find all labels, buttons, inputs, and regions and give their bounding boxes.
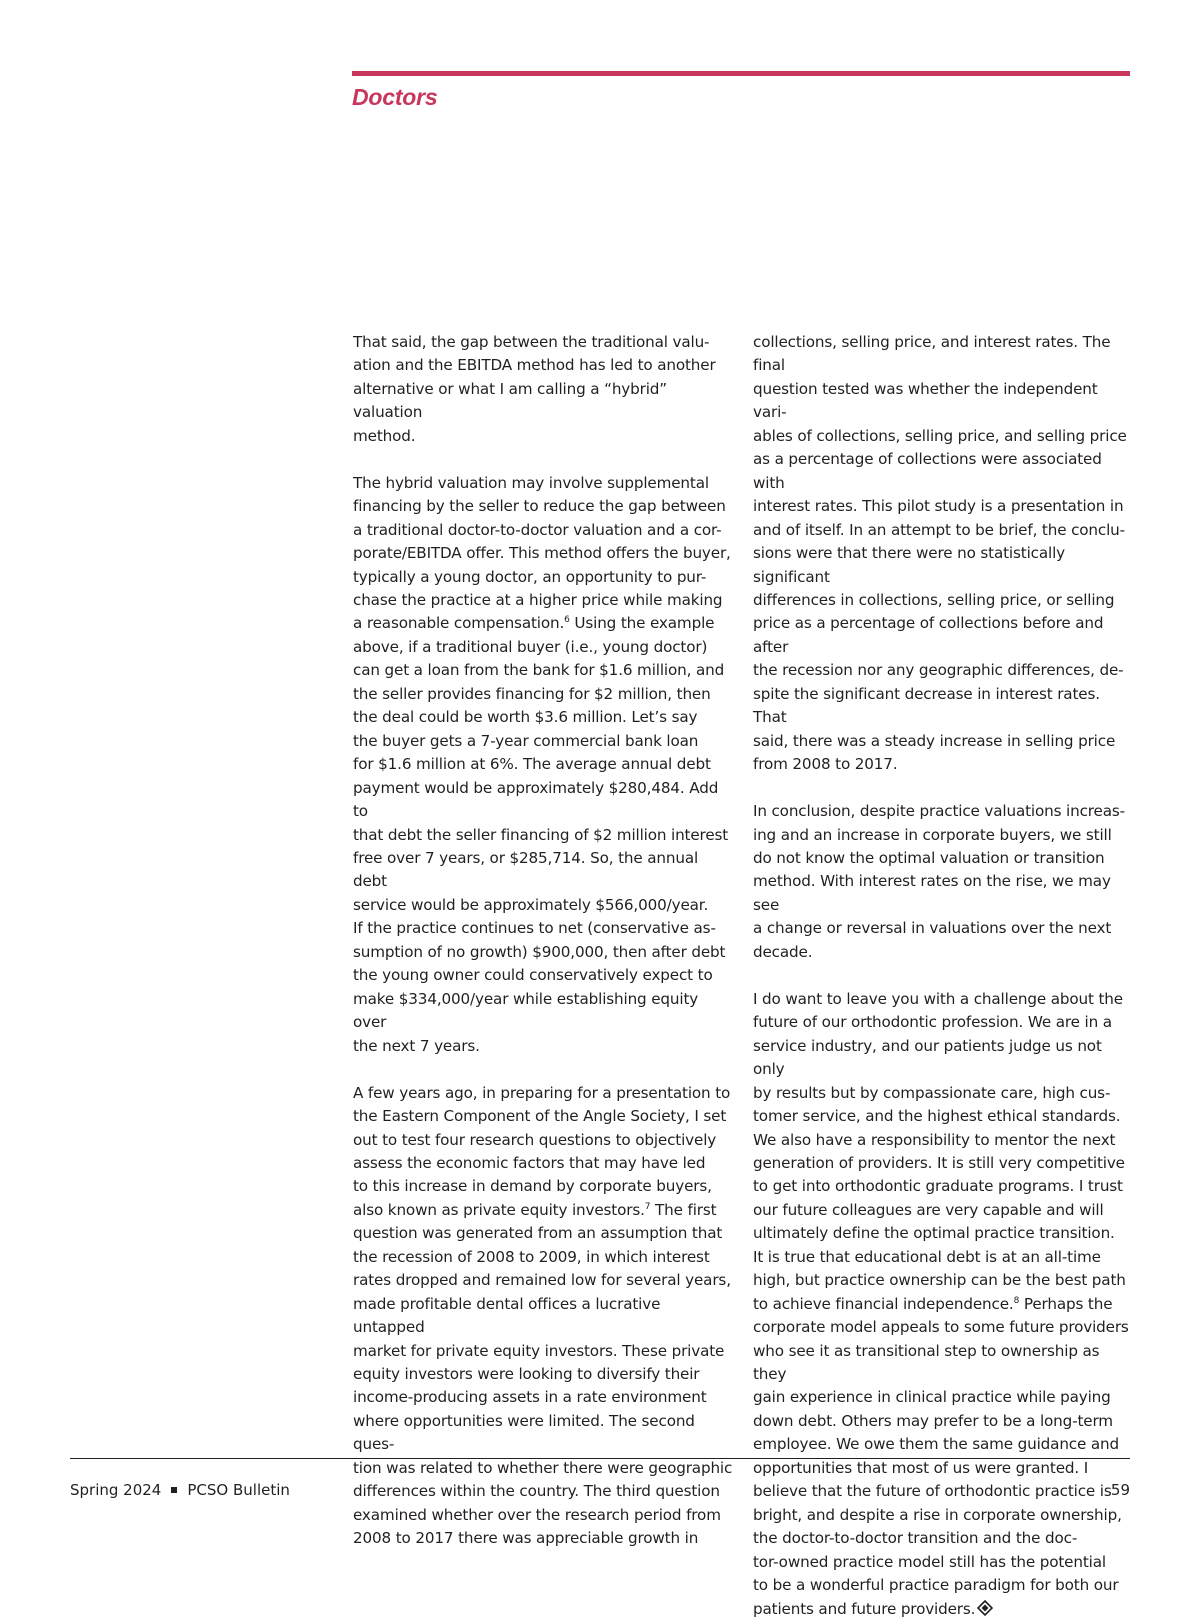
footnote-ref: 6 [564, 615, 570, 626]
header-rule [352, 71, 1130, 76]
footer-publication-info [70, 1480, 290, 1500]
diamond-end-icon [977, 1600, 993, 1616]
footnote-ref: 8 [1013, 1295, 1020, 1306]
paragraph: A few years ago, in preparing for a presentation to the Eastern Component of the Angle Society, I set out to test four research questions to objectively assess the economic factors that may have led to this increase in demand by corporate buyers, also known as private equity investors.$^7$ The first question was generated from an assumption that the recession of 2008 to 2009, in which interest rates dropped and remained low for several years, made profitable dental offices a lucrative untapped market for private equity investors. These private equity investors were looking to diversify their income-producing assets in a rate environment where opportunities were limited. The second ques- tion was related to whether there were geographic differences within the country. The third question examined whether over the research period from 2008 to 2017 there was appreciable growth in [353, 1083, 733, 1548]
paragraph: I do want to leave you with a challenge about the future of our orthodontic profession. We are in a service industry, and our patients judge us not only by results but by compassionate care, high cus- tomer service, and the highest ethical standards. We also have a responsibility to mentor the next generation of providers. It is still very competitive to get into orthodontic graduate programs. I trust our future colleagues are very capable and will ultimately define the optimal practice transition. It is true that educational debt is at an all-time high, but practice ownership can be the best path to achieve financial independence.$^8$ Perhaps the corporate model appeals to some future providers who see it as transitional step to ownership as they gain experience in clinical practice while paying down debt. Others may prefer to be a long-term employee. We owe them the same guidance and opportunities that most of us were granted. I believe that the future of orthodontic practice is bright, and despite a rise in corporate ownership, the doctor-to-doctor transition and the doc- tor-owned practice model still has the potential to be a wonderful practice paradigm for both our patients and future providers. [753, 989, 1129, 1618]
footer-rule [70, 1458, 1130, 1459]
article-column-left [353, 331, 735, 1551]
footnote-ref: 7 [644, 1201, 651, 1212]
article-column-right [753, 331, 1135, 1621]
paragraph: In conclusion, despite practice valuations increas- ing and an increase in corporate buyers, we still do not know the optimal valuation or transition method. With interest rates on the rise, we may see a change or reversal in valuations over the next decade. [753, 802, 1126, 961]
page-number: 59 [1110, 1481, 1130, 1499]
section-title: Doctors [352, 84, 438, 110]
square-bullet-icon [171, 1487, 177, 1493]
paragraph: That said, the gap between the traditional valu- ation and the EBITDA method has led to another alternative or what I am calling a “hybrid” valuation method. [353, 333, 716, 445]
footer-season: Spring 2024 [70, 1481, 162, 1499]
paragraph: collections, selling price, and interest rates. The final question tested was whether the independent vari- ables of collections, selling price, and selling price as a percentage of collections were associated with interest rates. This pilot study is a presentation in and of itself. In an attempt to be brief, the conclu- sions were that there were no statistically significant differences in collections, selling price, or selling price as a percentage of collections before and after the recession nor any geographic differences, de- spite the significant decrease in interest rates. That said, there was a steady increase in selling price from 2008 to 2017. [753, 333, 1127, 774]
footer-publication: PCSO Bulletin [187, 1481, 290, 1499]
paragraph: The hybrid valuation may involve supplemental financing by the seller to reduce the gap between a traditional doctor-to-doctor valuation and a cor- porate/EBITDA offer. This method offers the buyer, typically a young doctor, an opportunity to pur- chase the practice at a higher price while making a reasonable compensation.$^6$ Using the example above, if a traditional buyer (i.e., young doctor) can get a loan from the bank for $1.6 million, and the seller provides financing for $2 million, then the deal could be worth $3.6 million. Let’s say the buyer gets a 7-year commercial bank loan for $1.6 million at 6%. The average annual debt payment would be approximately $280,484. Add to that debt the seller financing of $2 million interest free over 7 years, or $285,714. So, the annual debt service would be approximately $566,000/year. If the practice continues to net (conservative as- sumption of no growth) $900,000, then after debt the young owner could conservatively expect to make $334,000/year while establishing equity over the next 7 years. [353, 473, 731, 1055]
